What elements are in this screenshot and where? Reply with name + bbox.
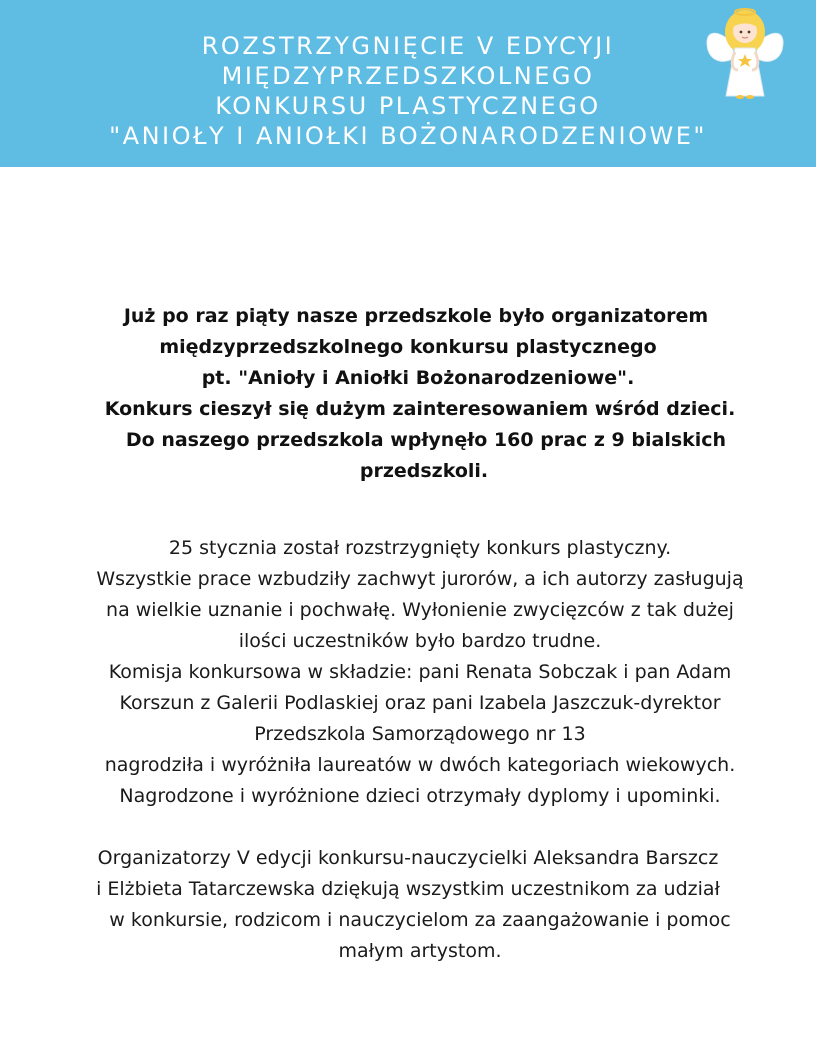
title-line-2: MIĘDZYPRZEDSZKOLNEGO (221, 62, 595, 90)
results-line: Korszun z Galerii Podlaskiej oraz pani Izabela Jaszczuk-dyrektor (119, 692, 721, 714)
thanks-line: i Elżbieta Tatarczewska dziękują wszystkim uczestnikom za udział (96, 878, 720, 900)
results-line: 25 stycznia został rozstrzygnięty konkurs plastyczny. (168, 537, 672, 559)
results-line: Nagrodzone i wyróżnione dzieci otrzymały dyplomy i upominki. (119, 785, 721, 807)
header-banner (0, 0, 816, 167)
title-line-3: KONKURSU PLASTYCZNEGO (215, 92, 601, 120)
angel-icon (702, 4, 788, 100)
results-line: Przedszkola Samorządowego nr 13 (254, 723, 586, 745)
results-line: Komisja konkursowa w składzie: pani Renata Sobczak i pan Adam (108, 661, 732, 683)
intro-line: Do naszego przedszkola wpłynęło 160 prac z 9 bialskich (125, 429, 727, 451)
thanks-line: Organizatorzy V edycji konkursu-nauczycielki Aleksandra Barszcz (97, 847, 719, 869)
results-line: Wszystkie prace wzbudziły zachwyt jurorów, a ich autorzy zasługują (96, 568, 744, 590)
results-line: ilości uczestników było bardzo trudne. (238, 630, 602, 652)
intro-line: Już po raz piąty nasze przedszkole było organizatorem (123, 305, 709, 327)
intro-line: Konkurs cieszył się dużym zainteresowaniem wśród dzieci. (104, 398, 736, 420)
title-line-1: ROZSTRZYGNIĘCIE V EDYCYJI (201, 32, 615, 60)
title-line-4: "ANIOŁY I ANIOŁKI BOŻONARODZENIOWE" (109, 122, 707, 150)
results-line: nagrodziła i wyróżniła laureatów w dwóch kategoriach wiekowych. (104, 754, 736, 776)
thanks-line: małym artystom. (338, 940, 502, 962)
intro-line: przedszkoli. (359, 460, 489, 482)
intro-line: pt. "Anioły i Aniołki Bożonarodzeniowe". (201, 367, 635, 389)
intro-line: międzyprzedszkolnego konkursu plastycznego (159, 336, 657, 358)
thanks-line: w konkursie, rodzicom i nauczycielom za zaangażowanie i pomoc (109, 909, 731, 931)
results-line: na wielkie uznanie i pochwałę. Wyłonienie zwycięzców z tak dużej (106, 599, 734, 621)
